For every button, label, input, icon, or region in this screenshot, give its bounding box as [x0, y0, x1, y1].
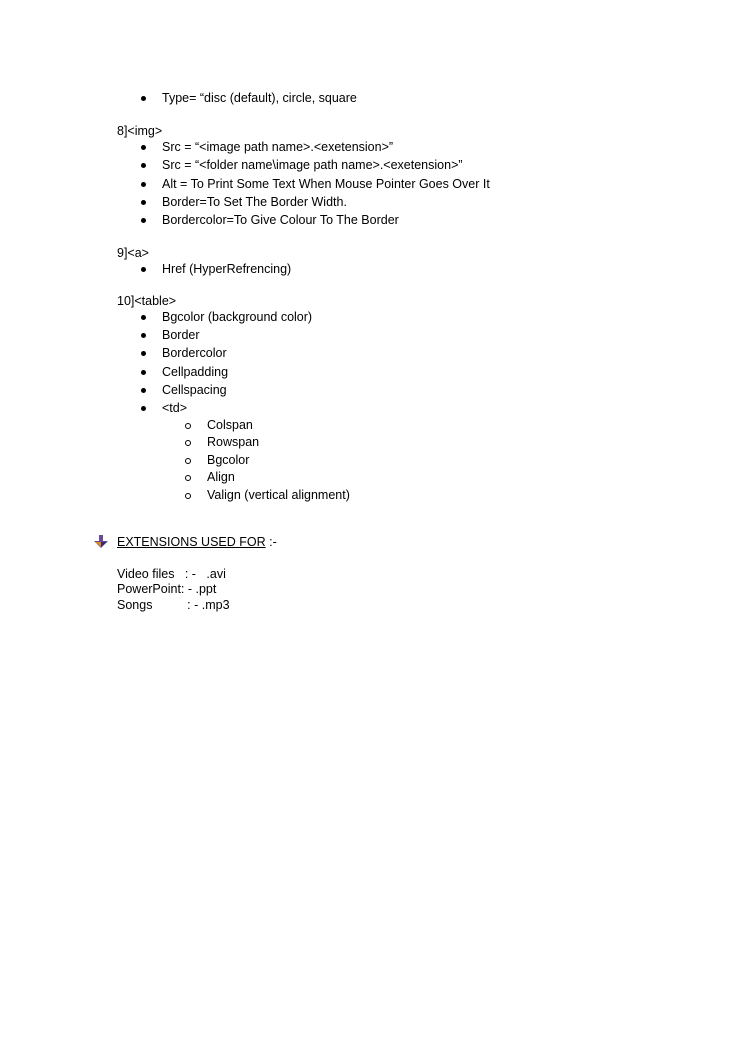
bullet [141, 200, 146, 205]
list-item: Src = “<image path name>.<exetension>” [162, 140, 394, 154]
bullet [141, 388, 146, 393]
list-item: Cellspacing [162, 383, 227, 397]
bullet [141, 370, 146, 375]
sub-bullet [185, 458, 191, 464]
list-item: Alt = To Print Some Text When Mouse Pointer Goes Over It [162, 177, 490, 191]
sub-bullet [185, 493, 191, 499]
list-item: Bgcolor (background color) [162, 310, 313, 324]
extension-line: Video files : - .avi [117, 567, 226, 581]
list-item: Bordercolor=To Give Colour To The Border [162, 213, 399, 227]
list-item: Border [162, 328, 200, 342]
bullet [141, 182, 146, 187]
bullet [141, 333, 146, 338]
list-item: Type= “disc (default), circle, square [162, 91, 357, 105]
sub-bullet [185, 475, 191, 481]
extensions-heading [117, 534, 277, 550]
bullet [141, 406, 146, 411]
list-item: Cellpadding [162, 365, 229, 379]
sub-list-item: Align [207, 470, 235, 484]
sub-bullet [185, 440, 191, 446]
arrow-down-icon [94, 535, 108, 549]
sub-list-item: Rowspan [207, 435, 260, 449]
bullet [141, 267, 146, 272]
sub-list-item: Bgcolor [207, 453, 250, 467]
sub-bullet [185, 423, 191, 429]
sub-list-item: Colspan [207, 418, 253, 432]
section-heading-a: 9]<a> [117, 246, 149, 260]
section-heading-img: 8]<img> [117, 124, 163, 138]
sub-list-item: Valign (vertical alignment) [207, 488, 350, 502]
extension-line: PowerPoint: - .ppt [117, 582, 217, 596]
extension-line: Songs : - .mp3 [117, 598, 230, 612]
bullet [141, 218, 146, 223]
list-item: Src = “<folder name\image path name>.<exetension>” [162, 158, 463, 172]
list-item: Border=To Set The Border Width. [162, 195, 347, 209]
list-item: <td> [162, 401, 188, 415]
extensions-heading-suffix: :- [265, 535, 277, 549]
section-heading-table: 10]<table> [117, 294, 177, 308]
list-item: Href (HyperRefrencing) [162, 262, 292, 276]
bullet [141, 315, 146, 320]
bullet [141, 145, 146, 150]
list-item: Bordercolor [162, 346, 227, 360]
extensions-heading-text: EXTENSIONS USED FOR [117, 535, 266, 549]
bullet [141, 163, 146, 168]
bullet [141, 96, 146, 101]
bullet [141, 351, 146, 356]
